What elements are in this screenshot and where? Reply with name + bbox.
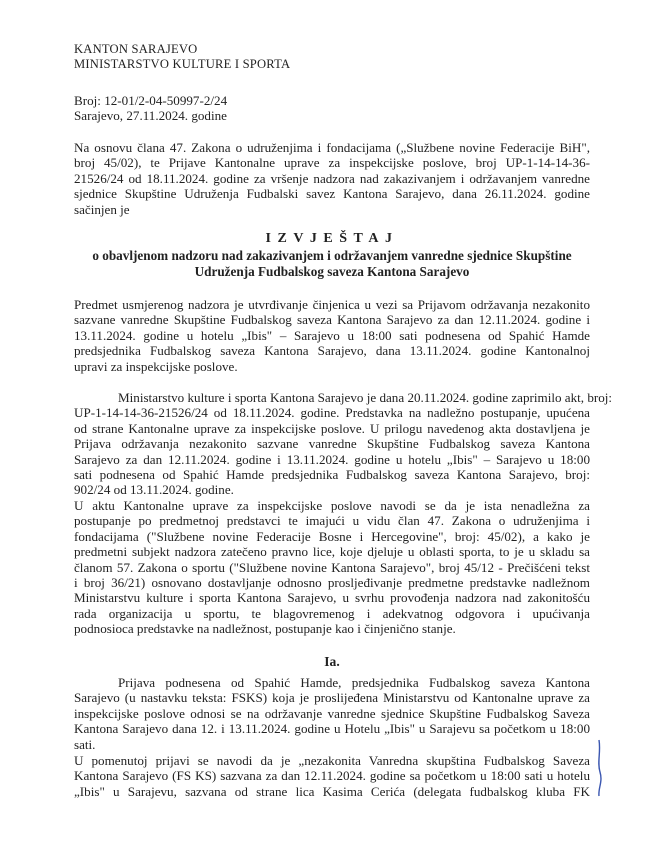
paragraph-complaint (74, 675, 590, 752)
text-line: Kantona Sarajevo (FS KS) sazvana za dan 12.11.2024. godine sa početkom u 18:00 sati u hotelu (74, 768, 590, 784)
paragraph-receipt (74, 390, 613, 498)
text-line: predmetni subjekt nadzora zatečeno pravno lice, koje djeluje u oblasti sporta, to je u skladu sa (74, 544, 590, 560)
intro-paragraph (74, 140, 590, 217)
text-line: 902/24 od 13.11.2024. godine. (74, 482, 234, 498)
text-line: U aktu Kantonalne uprave za inspekcijske poslove navodi se da je ista nenadležna za (74, 498, 590, 513)
text-line: predsjednika Fudbalskog saveza Kantona Sarajevo, dana 13.11.2024. godine Kantonalnoj (74, 343, 590, 359)
text-line: Prijava održavanja nezakonito sazvane vanredne Skupštine Fudbalskog saveza Kantona (74, 436, 590, 452)
text-line: 13.11.2024. godine u hotelu „Ibis" – Sarajevo u 18:00 sati podnesena od Spahić Hamde (74, 327, 590, 343)
text-line: sazvane vanredne Skupštine Fudbalskog saveza Kantona Sarajevo za dan 12.11.2024. godine i (74, 312, 590, 328)
header-canton: KANTON SARAJEVO (74, 42, 198, 56)
report-subtitle-1: o obavljenom nadzoru nad zakazivanjem i održavanjem vanredne sjednice Skupštine (92, 248, 572, 263)
pen-mark-icon (593, 738, 605, 798)
report-title-block (74, 230, 590, 280)
text-line: podnosioca predstavke na nadležnost, postupanje kao i činjenično stanje. (74, 621, 456, 637)
text-line: Na osnovu člana 47. Zakona o udruženjima i fondacijama („Službene novine Federacije BiH", (74, 140, 590, 155)
text-line: Predmet usmjerenog nadzora je utvrđivanje činjenica u vezi sa Prijavom održavanja nezakonito (74, 297, 590, 312)
paragraph-subject (74, 297, 590, 374)
reference-block (74, 93, 590, 124)
header-ministry: MINISTARSTVO KULTURE I SPORTA (74, 57, 291, 72)
text-line: Ministarstvo kulture i sporta Kantona Sarajevo je dana 20.11.2024. godine zaprimilo akt, broj: (118, 390, 613, 405)
text-line: upravi za inspekcijske poslove. (74, 358, 238, 374)
section-heading-block (74, 654, 590, 670)
text-line: rada organizacija u sportu, te blagovremenog i adekvatnog odgovora i upućivanja (74, 605, 590, 621)
text-line: Prijava podnesena od Spahić Hamde, predsjednika Fudbalskog saveza Kantona (118, 675, 590, 690)
text-line: sati podnesena od Spahić Hamde predsjednika Fudbalskog saveza Kantona Sarajevo, broj: (74, 467, 590, 483)
text-line: članom 57. Zakona o sportu ("Službene novine Kantona Sarajevo", broj 45/12 - Prečišćeni tekst (74, 559, 590, 575)
text-line: postupanje po predmetnoj predstavci te imajući u vidu član 47. Zakona o udruženjima i (74, 513, 590, 529)
text-line: sati. (74, 736, 96, 752)
section-heading: Ia. (324, 654, 340, 669)
text-line: sjednice Skupštine Udruženja Fudbalski savez Kantona Sarajevo, dana 26.11.2024. godine (74, 186, 590, 202)
text-line: sačinjen je (74, 201, 130, 217)
text-line: UP-1-14-14-36-21526/24 od 18.11.2024. godine. Predstavka na nadležno postupanje, upućena (74, 405, 590, 421)
text-line: inspekcijske poslove odnosi se na održavanje vanredne sjednice Skupštine Fudbalskog Saveza (74, 705, 590, 721)
text-line: 21526/24 od 18.11.2024. godine za vršenje nadzora nad zakazivanjem i održavanjem vanredne (74, 170, 590, 186)
text-line: „Ibis" u Sarajevu, sazvana od strane lica Kasima Cerića (delegata fudbalskog kluba FK (74, 783, 590, 799)
report-subtitle-2: Udruženja Fudbalskog saveza Kantona Sarajevo (194, 264, 470, 279)
paragraph-competence (74, 498, 590, 637)
text-line: Ministarstvu kulture i sporta Kantona Sarajevo, u svrhu provođenja nadzora nad zakonitošću (74, 590, 590, 606)
report-title: IZVJEŠTAJ (265, 231, 399, 246)
text-line: fondacijama ("Službene novine Federacije Bosne i Hercegovine", broj: 45/02), a kako je (74, 528, 590, 544)
text-line: Sarajevo (u nastavku teksta: FSKS) koja je proslijeđena Ministarstvu od Kantonalne uprave za (74, 690, 590, 706)
text-line: U pomenutoj prijavi se navodi da je „nezakonita Vanredna skupština Fudbalskog Saveza (74, 753, 590, 768)
text-line: broj 45/02), te Prijave Kantonalne uprave za inspekcijske poslove, broj UP-1-14-14-36- (74, 155, 590, 171)
text-line: Sarajevo za dan 12.11.2024. godine i 13.11.2024. godine u hotelu „Ibis" – Sarajevo u 18:00 (74, 451, 590, 467)
institution-header (74, 42, 590, 72)
reference-number: Broj: 12-01/2-04-50997-2/24 (74, 93, 228, 108)
text-line: od strane Kantonalne uprave za inspekcijske poslove. U prilogu navedenog akta dostavljena je (74, 420, 590, 436)
text-line: i broj 36/21) osnovano dostavljanje odnosno prosljeđivanje predmetne predstavke nadležnom (74, 575, 590, 591)
paragraph-allegation (74, 753, 590, 799)
reference-date: Sarajevo, 27.11.2024. godine (74, 108, 227, 124)
text-line: Kantona Sarajevo dana 12. i 13.11.2024. godine u Hotelu „Ibis" u Sarajevu sa početkom u 18:00 (74, 721, 590, 737)
